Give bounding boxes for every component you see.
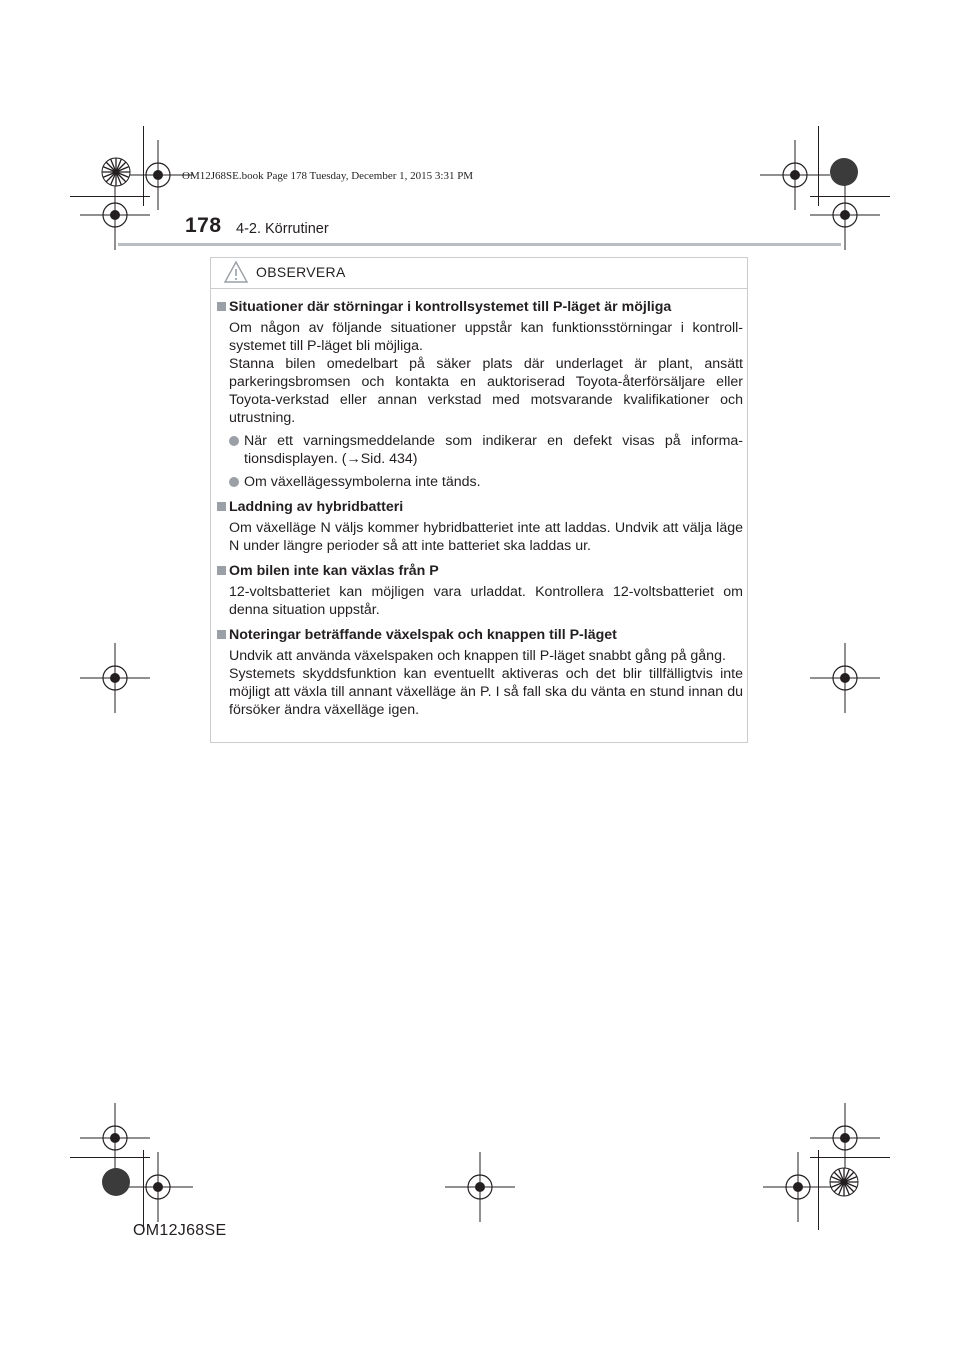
registration-mark-icon: [123, 1152, 193, 1222]
square-bullet-icon: [217, 630, 226, 639]
star-target-icon: [101, 1167, 131, 1197]
item-heading: Noteringar beträffande växelspak och knappen till P-läget: [217, 626, 743, 644]
item-paragraph: Stanna bilen omedelbart på säker plats där underlaget är plant, ansätt parkeringsbromsen och kontakta en auktoriserad Toyota-återförsäljare eller Toyota-verkstad eller annan verkstad med motsvarande kvalifikationer och utrustning.: [229, 356, 743, 426]
registration-mark-icon: [80, 643, 150, 713]
caution-header: [211, 258, 747, 289]
item-paragraph: Om någon av följande situationer uppstår kan funktionsstörningar i kontroll-systemet till P-läget bli möjliga.: [229, 320, 743, 354]
item-heading: Situationer där störningar i kontrollsystemet till P-läget är möjliga: [217, 298, 743, 316]
book-info: OM12J68SE.book Page 178 Tuesday, December 1, 2015 3:31 PM: [182, 170, 474, 182]
page-number: 178: [185, 214, 222, 237]
star-target-icon: [829, 157, 859, 187]
square-bullet-icon: [217, 302, 226, 311]
document-code: OM12J68SE: [133, 1222, 227, 1239]
section-title: 4-2. Körrutiner: [236, 221, 329, 237]
star-target-icon: [101, 157, 131, 187]
caution-label: OBSERVERA: [256, 264, 346, 280]
item-paragraph: Systemets skyddsfunktion kan eventuellt aktiveras och det blir tillfälligtvis inte möjligt att växla till annant växelläge än P. I så fall ska du vänta en stund innan du försöker ändra växelläge igen.: [229, 666, 743, 718]
registration-mark-icon: [810, 180, 880, 250]
item-heading: Laddning av hybridbatteri: [217, 498, 743, 516]
caution-item: [217, 562, 743, 619]
item-paragraph: Om växelläge N väljs kommer hybridbatteriet inte att laddas. Undvik att välja läge N under längre perioder så att inte batteriet ska laddas ur.: [229, 520, 743, 554]
star-target-icon: [829, 1167, 859, 1197]
caution-box: [210, 257, 748, 743]
bullet-item: När ett varningsmeddelande som indikerar en defekt visas på informa-tionsdisplayen. (→Sid. 434): [217, 432, 743, 468]
registration-mark-icon: [763, 1152, 833, 1222]
warning-triangle-icon: [223, 260, 249, 284]
bullet-item: Om växellägessymbolerna inte tänds.: [217, 473, 743, 491]
registration-mark-icon: [445, 1152, 515, 1222]
registration-mark-icon: [80, 180, 150, 250]
circle-bullet-icon: [229, 477, 239, 487]
square-bullet-icon: [217, 566, 226, 575]
item-paragraph: Undvik att använda växelspaken och knappen till P-läget snabbt gång på gång.: [229, 648, 726, 664]
caution-item: [217, 498, 743, 555]
registration-mark-icon: [810, 643, 880, 713]
header-rule: [118, 243, 841, 246]
caution-item: [217, 298, 743, 491]
item-paragraph: 12-voltsbatteriet kan möjligen vara urladdat. Kontrollera 12-voltsbatteriet om denna situation uppstår.: [229, 584, 743, 618]
circle-bullet-icon: [229, 436, 239, 446]
item-heading: Om bilen inte kan växlas från P: [217, 562, 743, 580]
square-bullet-icon: [217, 502, 226, 511]
caution-item: [217, 626, 743, 719]
caution-body: [217, 298, 743, 726]
